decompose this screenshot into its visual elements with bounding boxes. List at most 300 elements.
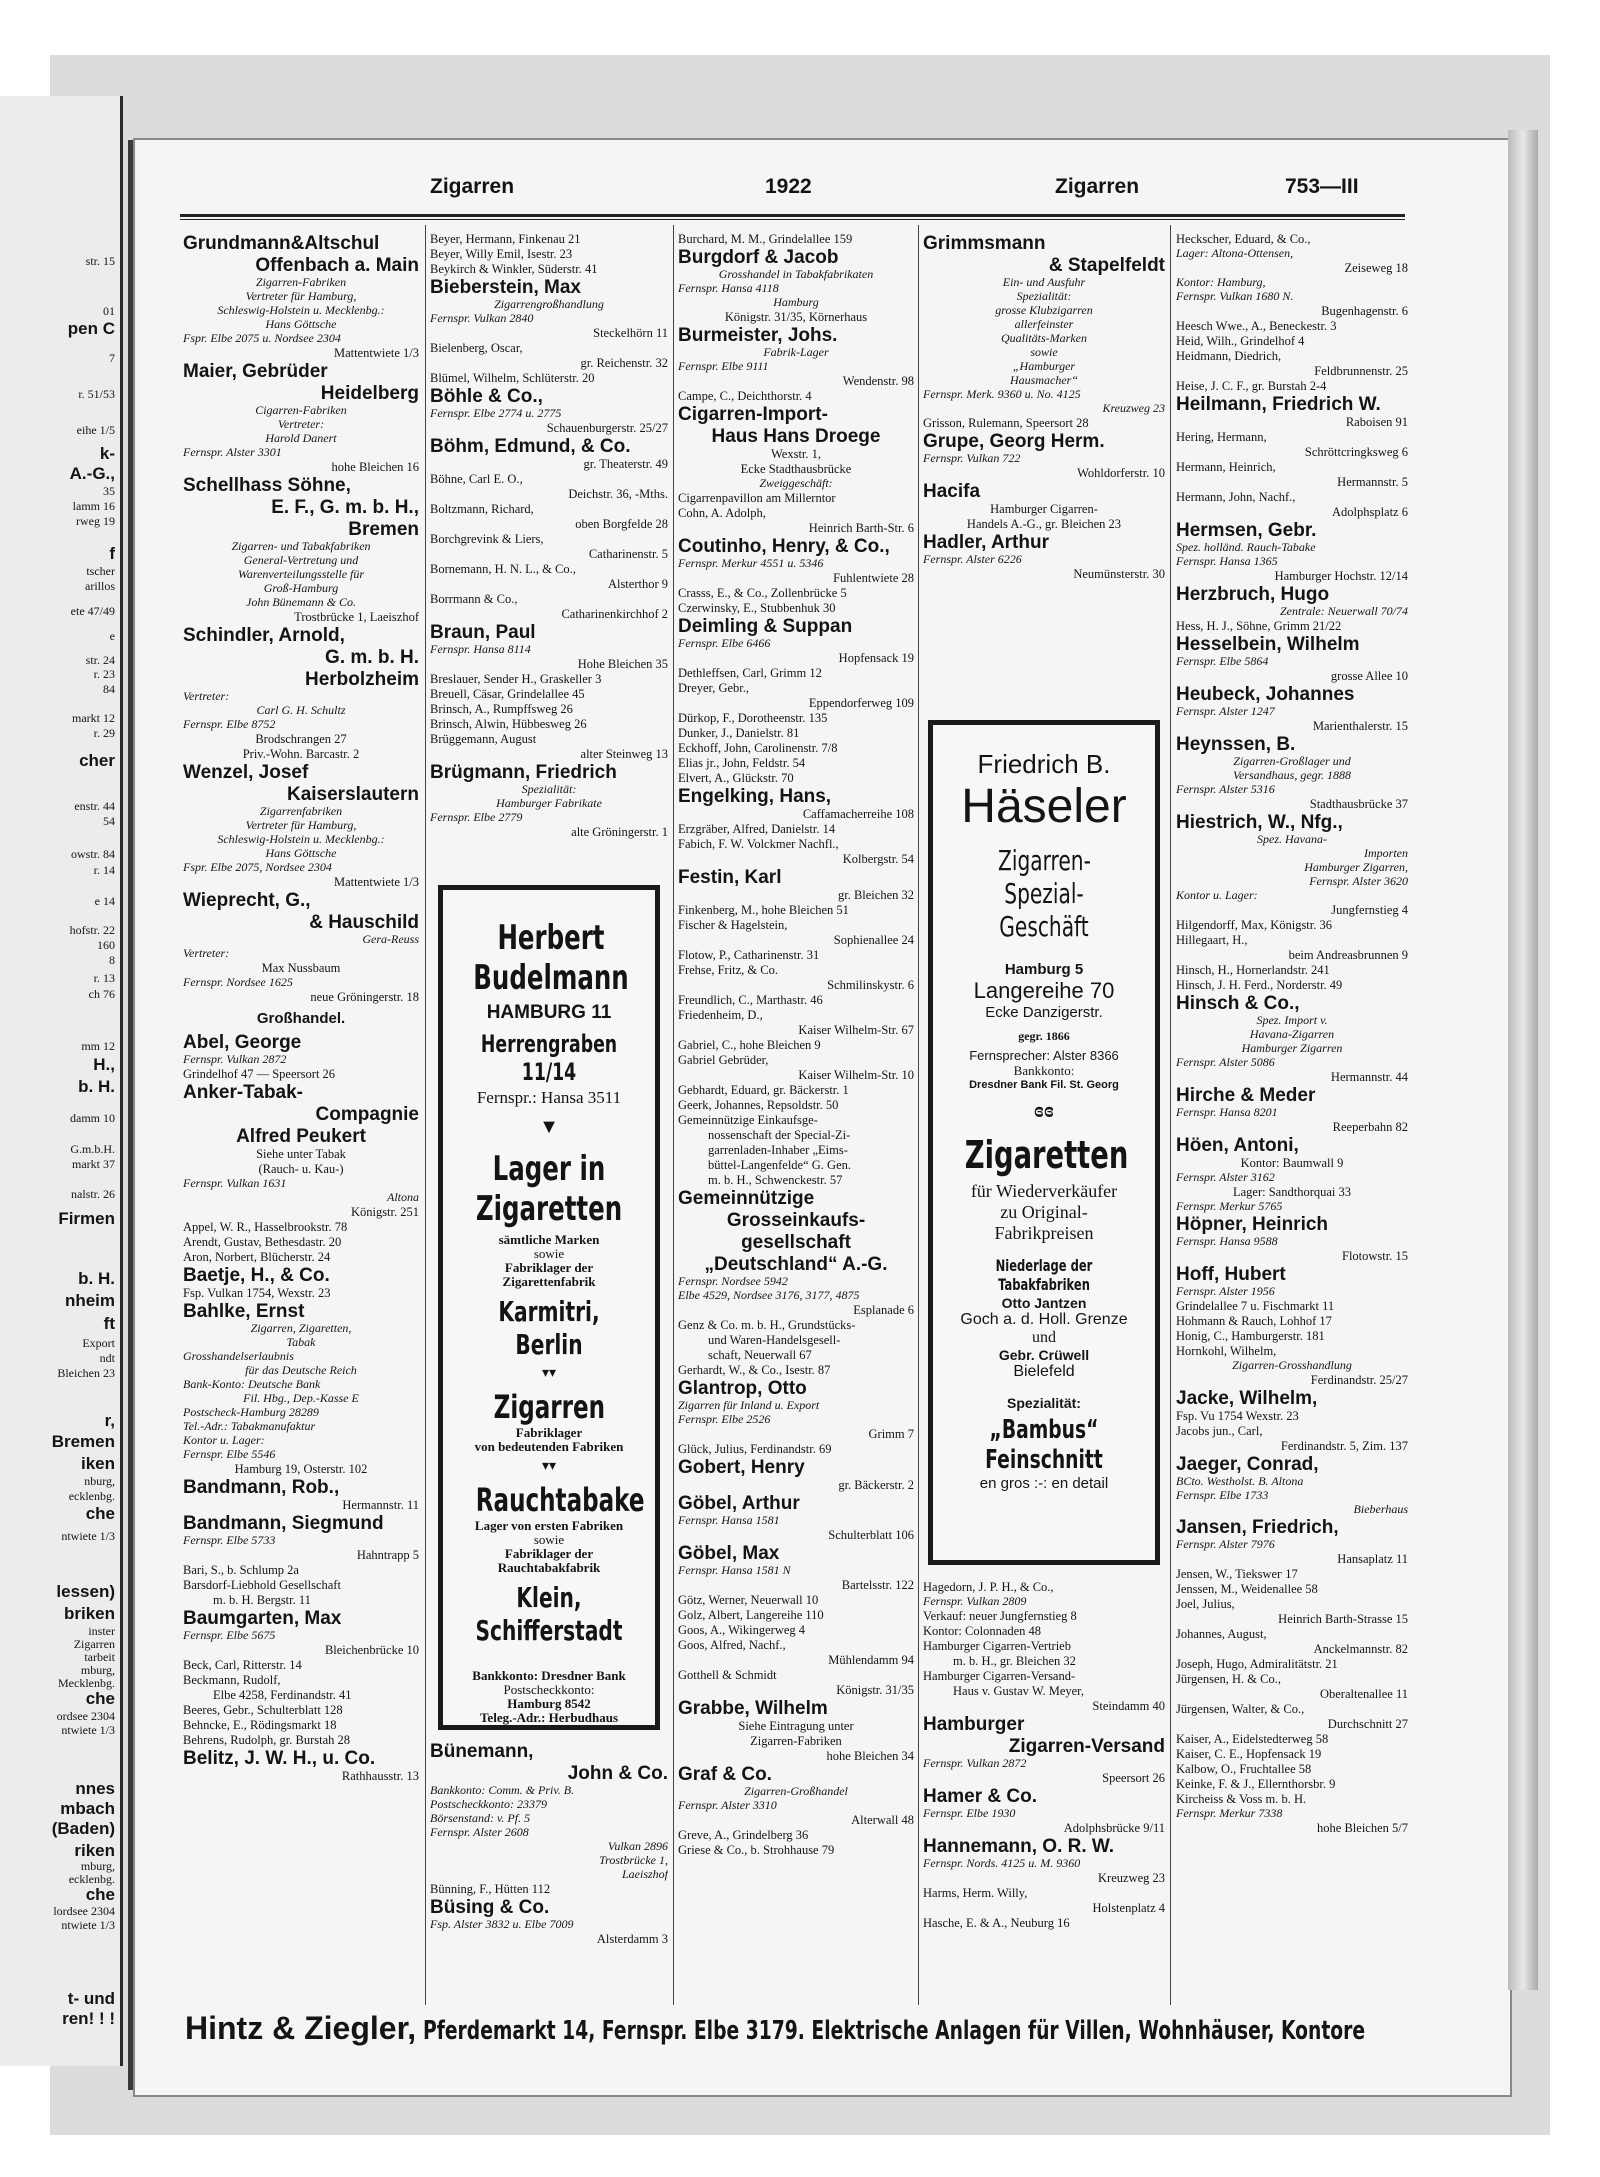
directory-column-5 xyxy=(1176,232,1408,2007)
firm-name: Belitz, J. W. H., u. Co. xyxy=(183,1748,376,1769)
left-page-text: r. 14 xyxy=(93,864,115,877)
left-page-text: eihe 1/5 xyxy=(76,424,115,437)
left-page-text: lessen) xyxy=(56,1583,115,1601)
ad-line: und xyxy=(1032,1329,1056,1346)
directory-line: Elvert, A., Glückstr. 70 xyxy=(678,771,794,785)
firm-detail: Tel.-Adr.: Tabakmanufaktur xyxy=(183,1419,316,1433)
ad-line: Otto Jantzen xyxy=(1001,1295,1087,1311)
directory-line: Caffamacherreihe 108 xyxy=(802,807,914,821)
directory-line: Harms, Herm. Willy, xyxy=(923,1886,1028,1900)
directory-line: Kaiser, A., Eidelstedterweg 58 xyxy=(1176,1732,1329,1746)
directory-line: Boltzmann, Richard, xyxy=(430,502,534,516)
firm-detail: Fernspr. Alster 3162 xyxy=(1176,1170,1275,1184)
header-page-number: 753—III xyxy=(1285,175,1359,198)
firm-detail: Ein- und Ausfuhr xyxy=(1002,275,1086,289)
directory-line: garrenladen-Inhaber „Eims- xyxy=(708,1143,848,1157)
directory-line: Hansaplatz 11 xyxy=(1337,1552,1408,1566)
left-page-text: mburg, xyxy=(80,1860,115,1873)
firm-detail: Zigarren-Großlager und xyxy=(1233,754,1351,768)
directory-line: Finkenberg, M., hohe Bleichen 51 xyxy=(678,903,849,917)
left-page-text: che xyxy=(85,1505,115,1523)
firm-detail: Postscheckkonto: 23379 xyxy=(430,1797,547,1811)
directory-line: Goos, A., Wikingerweg 4 xyxy=(678,1623,806,1637)
firm-name: gesellschaft xyxy=(741,1232,851,1253)
left-page-text: ft xyxy=(103,1315,115,1333)
directory-line: Frehse, Fritz, & Co. xyxy=(678,963,778,977)
ad-line: sowie xyxy=(533,1532,565,1547)
firm-detail: Spez. Havana- xyxy=(1257,832,1327,846)
firm-name: John & Co. xyxy=(567,1763,668,1784)
firm-detail: Hausmacher“ xyxy=(1010,373,1078,387)
directory-line: Mattentwiete 1/3 xyxy=(333,875,419,889)
firm-detail: „Hamburger xyxy=(1012,359,1076,373)
firm-detail: Fernspr. Merkur 5765 xyxy=(1176,1199,1283,1213)
left-page-text: che xyxy=(85,1690,115,1708)
firm-detail: Fernspr. Vulkan 722 xyxy=(923,451,1021,465)
directory-line: Heesch Wwe., A., Beneckestr. 3 xyxy=(1176,319,1337,333)
directory-line: Trostbrücke 1, Laeiszhof xyxy=(294,610,419,624)
ad-line: von bedeutenden Fabriken xyxy=(474,1439,624,1454)
directory-line: Fischer & Hagelstein, xyxy=(678,918,788,932)
directory-line: Sophienallee 24 xyxy=(833,933,914,947)
ad-city: Hamburg 5 xyxy=(1004,961,1084,978)
left-page-text: ntwiete 1/3 xyxy=(61,1530,115,1543)
firm-detail: Fernspr. Nordsee 1625 xyxy=(183,975,293,989)
firm-detail: Fernspr. Elbe 2774 u. 2775 xyxy=(430,406,562,420)
ad-line: Bielefeld xyxy=(1013,1363,1075,1380)
ad-phone: Fernsprecher: Alster 8366 xyxy=(969,1048,1119,1063)
directory-line: Hasche, E. & A., Neuburg 16 xyxy=(923,1916,1070,1930)
left-page-text: G.m.b.H. xyxy=(70,1143,115,1156)
directory-line: Hagedorn, J. P. H., & Co., xyxy=(923,1580,1054,1594)
firm-detail: Börsenstand: v. Pf. 5 xyxy=(430,1811,531,1825)
directory-line: Oberaltenallee 11 xyxy=(1319,1687,1408,1701)
directory-line: Schmilinskystr. 6 xyxy=(827,978,914,992)
footer-advertisement xyxy=(185,2010,1425,2047)
firm-detail: Hans Göttsche xyxy=(265,317,337,331)
ad-line: Goch a. d. Holl. Grenze xyxy=(960,1311,1128,1328)
directory-column-4 xyxy=(923,232,1165,692)
firm-detail: Hans Göttsche xyxy=(265,846,337,860)
directory-line: Fuhlentwiete 28 xyxy=(833,571,914,585)
ad-line: Spezial-Geschäft xyxy=(999,877,1089,943)
directory-line: Hermannstr. 5 xyxy=(1337,475,1408,489)
firm-detail: Hamburger Fabrikate xyxy=(496,796,602,810)
directory-line: Hilgendorff, Max, Königstr. 36 xyxy=(1176,918,1333,932)
directory-line: Königstr. 251 xyxy=(350,1205,419,1219)
ad-line: Zigarren- xyxy=(997,844,1091,877)
section-heading: Großhandel. xyxy=(256,1010,346,1027)
firm-name: Grosseinkaufs- xyxy=(726,1210,866,1231)
firm-name: Bremen xyxy=(348,519,419,540)
directory-line: gr. Bleichen 32 xyxy=(837,888,914,902)
firm-name: Schindler, Arnold, xyxy=(183,625,345,646)
firm-detail: Fernspr. Elbe 2526 xyxy=(678,1412,771,1426)
left-page-text: Zigarren xyxy=(73,1638,115,1651)
ad-firm-name: Herbert Budelmann xyxy=(473,918,629,998)
directory-line: nossenschaft der Special-Zi- xyxy=(708,1128,851,1142)
left-page-text: enstr. 44 xyxy=(74,800,115,813)
firm-detail: Zweiggeschäft: xyxy=(759,476,833,490)
firm-name: Heynssen, B. xyxy=(1176,734,1296,755)
directory-line: Greve, A., Grindelberg 36 xyxy=(678,1828,809,1842)
left-page-text: damm 10 xyxy=(70,1112,115,1125)
left-page-text: tscher xyxy=(86,565,115,578)
directory-line: Königstr. 31/35 xyxy=(836,1683,914,1697)
left-page-text: e xyxy=(109,630,115,643)
firm-detail: Fernspr. Elbe 1930 xyxy=(923,1806,1016,1820)
firm-detail: BCto. Westholst. B. Altona xyxy=(1176,1474,1304,1488)
firm-detail: Fernspr. Vulkan 2809 xyxy=(923,1594,1027,1608)
directory-line: Hamburger Hochstr. 12/14 xyxy=(1274,569,1408,583)
directory-line: schaft, Neuerwall 67 xyxy=(708,1348,812,1362)
directory-line: Blümel, Wilhelm, Schlüterstr. 20 xyxy=(430,371,595,385)
directory-line: Golz, Albert, Langereihe 110 xyxy=(678,1608,824,1622)
firm-detail: Fernspr. Hansa 8201 xyxy=(1176,1105,1278,1119)
firm-detail: Zentrale: Neuerwall 70/74 xyxy=(1280,604,1408,618)
firm-name: Deimling & Suppan xyxy=(678,616,853,637)
left-page-text: ch 76 xyxy=(88,988,115,1001)
directory-line: Reeperbahn 82 xyxy=(1332,1120,1408,1134)
directory-line: Friedenheim, D., xyxy=(678,1008,763,1022)
directory-line: Breuell, Cäsar, Grindelallee 45 xyxy=(430,687,585,701)
directory-line: gr. Bäckerstr. 2 xyxy=(838,1478,914,1492)
firm-detail: Carl G. H. Schultz xyxy=(256,703,346,717)
firm-name: Wieprecht, G., xyxy=(183,890,311,911)
directory-line: Grimm 7 xyxy=(868,1427,914,1441)
firm-detail: Importen xyxy=(1364,846,1408,860)
directory-line: m. b. H., gr. Bleichen 32 xyxy=(953,1654,1076,1668)
left-page-text: inster xyxy=(88,1625,115,1638)
directory-line: Heinrich Barth-Str. 6 xyxy=(808,521,914,535)
ad-line: Rauchtabakfabrik xyxy=(497,1560,601,1575)
directory-line: Hermann, John, Nachf., xyxy=(1176,490,1296,504)
firm-detail: Zigarren-Großhandel xyxy=(744,1784,848,1798)
directory-line: Bielenberg, Oscar, xyxy=(430,341,523,355)
ad-telegram: Teleg.-Adr.: Herbudhaus xyxy=(479,1710,619,1725)
ad-arrow: ▾▾ xyxy=(541,1366,557,1381)
firm-detail: Qualitäts-Marken xyxy=(1001,331,1087,345)
left-page-text: mbach xyxy=(60,1800,115,1818)
directory-line: Lager: Sandthorquai 33 xyxy=(1232,1185,1352,1199)
firm-name: Bahlke, Ernst xyxy=(183,1301,305,1322)
firm-name: Grabbe, Wilhelm xyxy=(678,1698,828,1719)
firm-name: Bandmann, Siegmund xyxy=(183,1513,384,1534)
left-page-text: markt 37 xyxy=(72,1158,115,1171)
firm-detail: Bankkonto: Comm. & Priv. B. xyxy=(430,1783,575,1797)
firm-name: Hannemann, O. R. W. xyxy=(923,1836,1115,1857)
directory-column-2-bottom xyxy=(430,1740,668,2010)
directory-line: Kontor: Colonnaden 48 xyxy=(923,1624,1042,1638)
ad-line: sowie xyxy=(533,1246,565,1261)
directory-line: Freundlich, C., Marthastr. 46 xyxy=(678,993,823,1007)
firm-detail: Vertreter: xyxy=(183,689,230,703)
left-page-text: ecklenbg. xyxy=(68,1873,115,1886)
directory-line: Dethleffsen, Carl, Grimm 12 xyxy=(678,666,822,680)
ad-line: Gebr. Crüwell xyxy=(998,1347,1090,1363)
left-page-text: Bleichen 23 xyxy=(57,1367,115,1380)
firm-detail: Fernspr. Vulkan 2872 xyxy=(183,1052,287,1066)
ad-street: Herrengraben 11/14 xyxy=(480,1030,618,1086)
firm-detail: Kontor u. Lager: xyxy=(1176,888,1258,902)
directory-line: Haus v. Gustav W. Meyer, xyxy=(953,1684,1084,1698)
directory-line: Kolbergstr. 54 xyxy=(842,852,914,866)
left-page-text: markt 12 xyxy=(72,712,115,725)
directory-line: Jürgensen, Walter, & Co., xyxy=(1176,1702,1305,1716)
directory-line: Götz, Werner, Neuerwall 10 xyxy=(678,1593,819,1607)
directory-line: Dunker, J., Danielstr. 81 xyxy=(678,726,800,740)
left-page-text: cher xyxy=(79,752,115,770)
directory-line: Jacobs jun., Carl, xyxy=(1176,1424,1263,1438)
firm-detail: Fernspr. Alster 2608 xyxy=(430,1825,529,1839)
firm-name: Burgdorf & Jacob xyxy=(678,247,839,268)
directory-line: Flotow, P., Catharinenstr. 31 xyxy=(678,948,820,962)
firm-name: & Stapelfeldt xyxy=(1048,255,1165,276)
firm-detail: Postscheck-Hamburg 28289 xyxy=(183,1405,319,1419)
directory-line: Hopfensack 19 xyxy=(838,651,914,665)
ad-factory-klein: Klein, Schifferstadt xyxy=(475,1581,623,1647)
directory-line: Kaiser Wilhelm-Str. 10 xyxy=(798,1068,914,1082)
left-page-text: k- xyxy=(99,445,115,463)
ad-line: für Wiederverkäufer xyxy=(970,1181,1118,1201)
left-page-text: hofstr. 22 xyxy=(69,924,115,937)
firm-name: Heilmann, Friedrich W. xyxy=(1176,394,1381,415)
left-page-text: rweg 19 xyxy=(76,515,115,528)
firm-detail: Lager: Altona-Ottensen, xyxy=(1176,246,1294,260)
directory-line: Mühlendamm 94 xyxy=(828,1653,914,1667)
left-page-text: lamm 16 xyxy=(72,500,115,513)
firm-detail: Fernspr. Alster 6226 xyxy=(923,552,1022,566)
left-page-text: briken xyxy=(63,1605,115,1623)
directory-line: Hohe Bleichen 35 xyxy=(577,657,668,671)
firm-name: Engelking, Hans, xyxy=(678,786,832,807)
directory-line: Kaiser, C. E., Hopfensack 19 xyxy=(1176,1747,1322,1761)
directory-line: Gotthell & Schmidt xyxy=(678,1668,777,1682)
directory-line: und Waren-Handelsgesell- xyxy=(708,1333,841,1347)
firm-name: Maier, Gebrüder xyxy=(183,361,328,382)
directory-line: gr. Theaterstr. 49 xyxy=(583,457,668,471)
firm-detail: Zigarren, Zigaretten, xyxy=(250,1321,352,1335)
firm-detail: Fernspr. Elbe 5733 xyxy=(183,1533,276,1547)
firm-detail: General-Vertretung und xyxy=(243,553,359,567)
directory-line: grosse Allee 10 xyxy=(1330,669,1408,683)
directory-line: Hamburger Cigarren- xyxy=(990,502,1098,516)
firm-detail: Schleswig-Holstein u. Mecklenbg.: xyxy=(217,832,385,846)
directory-line: hohe Bleichen 34 xyxy=(826,1749,914,1763)
left-page-text: riken xyxy=(74,1842,115,1860)
firm-detail: Fernspr. Merk. 9360 u. No. 4125 xyxy=(923,387,1081,401)
firm-name: Alfred Peukert xyxy=(236,1126,366,1147)
left-page-text: Bremen xyxy=(51,1433,115,1451)
left-page-text: nalstr. 26 xyxy=(71,1188,115,1201)
directory-line: Breslauer, Sender H., Graskeller 3 xyxy=(430,672,602,686)
firm-detail: Groß-Hamburg xyxy=(263,581,339,595)
firm-detail: Fernspr. Vulkan 2872 xyxy=(923,1756,1027,1770)
ad-bank: Dresdner Bank Fil. St. Georg xyxy=(969,1079,1119,1091)
ad-line: Zigarettenfabrik xyxy=(502,1274,596,1289)
firm-detail: Fernspr. Nords. 4125 u. M. 9360 xyxy=(923,1856,1081,1870)
directory-line: Alsterthor 9 xyxy=(607,577,668,591)
header-year: 1922 xyxy=(765,175,812,198)
firm-detail: Vertreter für Hamburg, xyxy=(245,818,357,832)
header-rule-thin xyxy=(180,219,1405,220)
directory-line: Catharinenkirchhof 2 xyxy=(561,607,668,621)
firm-detail: Fernspr. Vulkan 2840 xyxy=(430,311,534,325)
ad-bank-label: Bankkonto: xyxy=(1013,1063,1075,1078)
firm-name: Grundmann&Altschul xyxy=(183,233,380,254)
directory-line: Czerwinsky, E., Stubbenhuk 30 xyxy=(678,601,836,615)
page-edge xyxy=(1508,130,1538,1990)
firm-detail: Fernspr. Hansa 1581 N xyxy=(678,1563,791,1577)
left-page-text: ecklenbg. xyxy=(68,1490,115,1503)
firm-name: & Hauschild xyxy=(309,912,419,933)
firm-detail: Spezialität: xyxy=(521,782,577,796)
firm-detail: Fernspr. Alster 1956 xyxy=(1176,1284,1275,1298)
directory-line: Hess, H. J., Söhne, Grimm 21/22 xyxy=(1176,619,1342,633)
firm-name: Wenzel, Josef xyxy=(183,762,309,783)
directory-line: hohe Bleichen 16 xyxy=(331,460,419,474)
firm-detail: Kontor u. Lager: xyxy=(183,1433,265,1447)
firm-detail: Cigarren-Fabriken xyxy=(255,403,347,417)
firm-name: E. F., G. m. b. H., xyxy=(271,497,419,518)
directory-line: Wexstr. 1, xyxy=(770,447,822,461)
firm-name: Baetje, H., & Co. xyxy=(183,1265,330,1286)
directory-line: Ecke Stadthausbrücke xyxy=(740,462,852,476)
directory-line: Fsp. Vulkan 1754, Wexstr. 23 xyxy=(183,1286,331,1300)
firm-detail: Fspr. Elbe 2075 u. Nordsee 2304 xyxy=(183,331,341,345)
directory-line: oben Borgfelde 28 xyxy=(575,517,668,531)
header-category-left: Zigarren xyxy=(430,175,515,198)
firm-detail: Zigarren-Grosshandlung xyxy=(1232,1358,1352,1372)
firm-name: Hoff, Hubert xyxy=(1176,1264,1286,1285)
ad-line: Fabriklager xyxy=(515,1425,583,1440)
firm-name: Hesselbein, Wilhelm xyxy=(1176,634,1360,655)
ad-postcheck: Postscheckkonto: xyxy=(503,1682,595,1697)
directory-line: Priv.-Wohn. Barcastr. 2 xyxy=(242,747,360,761)
directory-line: Elias jr., John, Feldstr. 54 xyxy=(678,756,806,770)
directory-line: Borchgrevink & Liers, xyxy=(430,532,544,546)
ad-line: Fabriklager der xyxy=(504,1546,594,1561)
firm-name: Offenbach a. Main xyxy=(255,255,419,276)
firm-name: „Deutschland“ A.-G. xyxy=(704,1254,888,1275)
firm-name: Göbel, Max xyxy=(678,1543,780,1564)
firm-detail: Schleswig-Holstein u. Mecklenbg.: xyxy=(217,303,385,317)
directory-line: Bünning, F., Hütten 112 xyxy=(430,1882,551,1896)
directory-line: Durchschnitt 27 xyxy=(1327,1717,1408,1731)
directory-line: Hornkohl, Wilhelm, xyxy=(1176,1344,1277,1358)
directory-line: Hermannstr. 11 xyxy=(342,1498,419,1512)
left-page-text: tarbeit xyxy=(84,1651,115,1664)
firm-detail: Fernspr. Hansa 8114 xyxy=(430,642,531,656)
directory-line: Borrmann & Co., xyxy=(430,592,518,606)
firm-name: Hamer & Co. xyxy=(923,1786,1038,1807)
directory-line: Kreuzweg 23 xyxy=(1098,1871,1165,1885)
left-page-text: pen C xyxy=(67,320,115,338)
firm-detail: Trostbrücke 1, xyxy=(599,1853,668,1867)
firm-name: Höen, Antoni, xyxy=(1176,1135,1299,1156)
firm-detail: Fernspr. Hansa 4118 xyxy=(678,281,779,295)
directory-line: Siehe unter Tabak xyxy=(256,1147,346,1161)
firm-detail: Hamburg xyxy=(773,295,819,309)
directory-line: Alterwall 48 xyxy=(851,1813,914,1827)
firm-detail: John Bünemann & Co. xyxy=(246,595,356,609)
directory-line: Ferdinandstr. 5, Zim. 137 xyxy=(1280,1439,1408,1453)
left-page-text: ntwiete 1/3 xyxy=(61,1724,115,1737)
directory-line: Joel, Julius, xyxy=(1176,1597,1235,1611)
firm-detail: Fernspr. Elbe 5675 xyxy=(183,1628,276,1642)
firm-name: Hinsch & Co., xyxy=(1176,993,1300,1014)
firm-detail: Fernspr. Alster 5086 xyxy=(1176,1055,1275,1069)
directory-line: Aron, Norbert, Blücherstr. 24 xyxy=(183,1250,331,1264)
firm-detail: Zigarren- und Tabakfabriken xyxy=(231,539,371,553)
left-page-text: 84 xyxy=(103,683,115,696)
firm-detail: Vertreter: xyxy=(277,417,325,431)
left-page-text: b. H. xyxy=(78,1078,115,1096)
directory-line: Bornemann, H. N. L., & Co., xyxy=(430,562,576,576)
firm-name: Heidelberg xyxy=(320,383,419,404)
directory-line: Hamburger Cigarren-Vertrieb xyxy=(923,1639,1071,1653)
left-page-text: f xyxy=(109,545,115,563)
directory-line: Elbe 4258, Ferdinandstr. 41 xyxy=(213,1688,352,1702)
directory-line: Hahntrapp 5 xyxy=(356,1548,419,1562)
ad-phone: Fernspr.: Hansa 3511 xyxy=(476,1088,622,1107)
firm-name: Anker-Tabak- xyxy=(183,1082,304,1103)
firm-detail: Fernspr. Vulkan 1631 xyxy=(183,1176,287,1190)
firm-name: Grupe, Georg Herm. xyxy=(923,431,1105,452)
directory-line: Hermannstr. 44 xyxy=(1330,1070,1408,1084)
firm-detail: Spezialität: xyxy=(1016,289,1072,303)
firm-detail: Fabrik-Lager xyxy=(763,345,829,359)
directory-line: Kontor: Baumwall 9 xyxy=(1240,1156,1344,1170)
directory-line: Gabriel, C., hohe Bleichen 9 xyxy=(678,1038,821,1052)
firm-name: Burmeister, Johs. xyxy=(678,325,838,346)
left-page-text: nheim xyxy=(64,1292,115,1310)
firm-name: Hermsen, Gebr. xyxy=(1176,520,1317,541)
firm-name: Höpner, Heinrich xyxy=(1176,1214,1329,1235)
directory-line: Neumünsterstr. 30 xyxy=(1073,567,1165,581)
left-page-text: ren! ! ! xyxy=(62,2010,115,2028)
left-page-text: str. 24 xyxy=(85,654,115,667)
ad-line: sämtliche Marken xyxy=(498,1232,600,1247)
firm-name: Böhm, Edmund, & Co. xyxy=(430,436,631,457)
firm-detail: grosse Klubzigarren xyxy=(995,303,1093,317)
ad-line: en gros :-: en detail xyxy=(979,1475,1109,1492)
left-page-text: 54 xyxy=(103,815,115,828)
directory-line: Schröttcringksweg 6 xyxy=(1304,445,1408,459)
directory-line: m. b. H., Schwenckestr. 57 xyxy=(708,1173,843,1187)
directory-line: Cohn, A. Adolph, xyxy=(678,506,766,520)
directory-line: Beckmann, Rudolf, xyxy=(183,1673,281,1687)
firm-name: Herzbruch, Hugo xyxy=(1176,584,1330,605)
left-page-text: Firmen xyxy=(58,1210,115,1228)
firm-name: Jacke, Wilhelm, xyxy=(1176,1388,1318,1409)
directory-line: Johannes, August, xyxy=(1176,1627,1267,1641)
firm-name: Abel, George xyxy=(183,1032,302,1053)
left-page-fragment xyxy=(0,96,123,2066)
directory-line: Jenssen, M., Weidenallee 58 xyxy=(1176,1582,1318,1596)
left-page-text: e 14 xyxy=(94,895,115,908)
directory-line: Fsp. Vu 1754 Wexstr. 23 xyxy=(1176,1409,1299,1423)
firm-detail: Fernspr. Merkur 4551 u. 5346 xyxy=(678,556,824,570)
directory-line: Heidmann, Diedrich, xyxy=(1176,349,1282,363)
directory-line: Handels A.-G., gr. Bleichen 23 xyxy=(966,517,1122,531)
firm-detail: Zigarrenfabriken xyxy=(259,804,343,818)
firm-detail: Spez. Import v. xyxy=(1256,1013,1328,1027)
header-category-right: Zigarren xyxy=(1055,175,1140,198)
firm-detail: Hamburger Zigarren, xyxy=(1304,860,1408,874)
firm-name: Zigarren-Versand xyxy=(1008,1736,1165,1757)
directory-line: Burchard, M. M., Grindelallee 159 xyxy=(678,232,853,246)
